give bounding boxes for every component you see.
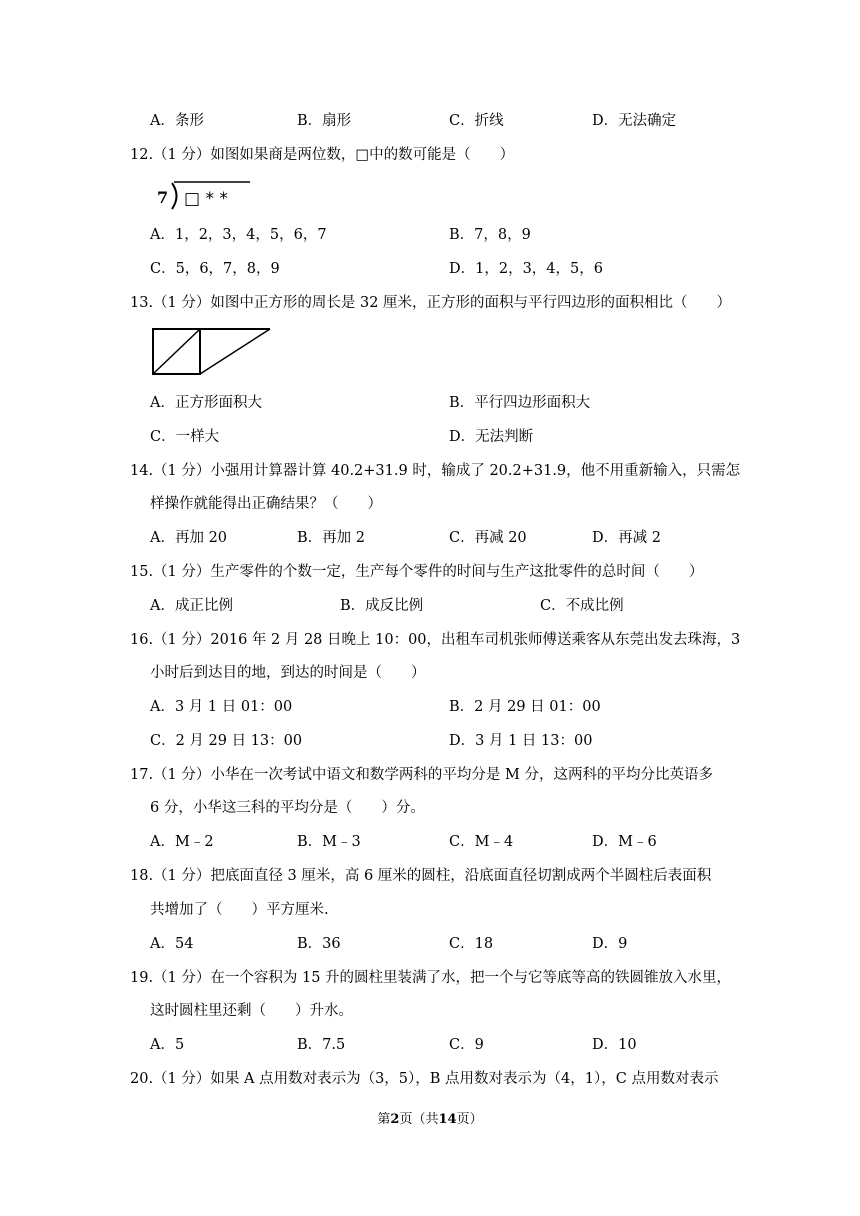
q11-option-c: C．折线: [449, 113, 504, 129]
q14-option-a: A．再加 20: [150, 530, 228, 546]
q11-option-b: B．扇形: [297, 113, 352, 129]
q15-option-c: C．不成比例: [540, 598, 624, 614]
q12-divisor: 7: [157, 188, 169, 207]
q17-option-b: B．M﹣3: [297, 834, 361, 850]
q19-option-a: A．5: [150, 1037, 185, 1053]
q17-option-d: D．M﹣6: [592, 834, 657, 850]
q13-option-a: A．正方形面积大: [150, 395, 262, 411]
q11-option-d: D．无法确定: [592, 113, 677, 129]
q11-option-a: A．条形: [150, 113, 204, 129]
q18-option-b: B．36: [297, 936, 341, 952]
q14-option-b: B．再加 2: [297, 530, 365, 546]
q19-stem-line1: 19.（1 分）在一个容积为 15 升的圆柱里装满了水，把一个与它等底等高的铁圆锥放入水里，: [130, 970, 732, 986]
q19-option-b: B．7.5: [297, 1037, 346, 1053]
page-footer: [0, 1110, 860, 1130]
q17-option-c: C．M﹣4: [449, 834, 514, 850]
q12-option-a: A．1，2，3，4，5，6，7: [150, 227, 327, 243]
q20-stem: 20.（1 分）如果 A 点用数对表示为（3，5），B 点用数对表示为（4，1），C 点用数对表示: [130, 1071, 719, 1087]
q19-option-c: C．9: [449, 1037, 484, 1053]
footer-suffix: 页）: [456, 1112, 483, 1127]
q12-dividend: □ * *: [184, 189, 228, 209]
q16-stem-line2: 小时后到达目的地，到达的时间是（ ）: [150, 665, 426, 681]
footer-prefix: 第: [377, 1112, 391, 1127]
q14-stem-line1: 14.（1 分）小强用计算器计算 40.2+31.9 时，输成了 20.2+31.9，他不用重新输入，只需怎: [130, 463, 741, 479]
q18-option-d: D．9: [592, 936, 628, 952]
q15-stem: 15.（1 分）生产零件的个数一定，生产每个零件的时间与生产这批零件的总时间（ ）: [130, 564, 704, 580]
q14-option-d: D．再减 2: [592, 530, 661, 546]
q15-option-a: A．成正比例: [150, 598, 233, 614]
footer-total-pages: 14: [438, 1112, 457, 1127]
q16-option-b: B．2 月 29 日 01：00: [449, 699, 601, 715]
q19-option-d: D．10: [592, 1037, 637, 1053]
q16-option-a: A．3 月 1 日 01：00: [150, 699, 293, 715]
q17-stem-line1: 17.（1 分）小华在一次考试中语文和数学两科的平均分是 M 分，这两科的平均分比英语多: [130, 767, 713, 783]
q18-stem-line2: 共增加了（ ）平方厘米.: [150, 902, 329, 918]
q17-option-a: A．M﹣2: [150, 834, 214, 850]
q16-stem-line1: 16.（1 分）2016 年 2 月 28 日晚上 10：00，出租车司机张师傅送乘客从东莞出发去珠海，3: [130, 632, 741, 648]
q16-option-d: D．3 月 1 日 13：00: [449, 733, 593, 749]
q18-option-a: A．54: [150, 936, 194, 952]
q13-square-parallelogram-figure: [150, 326, 275, 378]
q13-option-b: B．平行四边形面积大: [449, 395, 591, 411]
q15-option-b: B．成反比例: [340, 598, 424, 614]
q12-division-figure: [150, 176, 260, 212]
q16-option-c: C．2 月 29 日 13：00: [150, 733, 303, 749]
footer-page-number: 2: [390, 1112, 400, 1127]
q13-stem: 13.（1 分）如图中正方形的周长是 32 厘米，正方形的面积与平行四边形的面积相比（ ）: [130, 295, 732, 311]
q18-stem-line1: 18.（1 分）把底面直径 3 厘米，高 6 厘米的圆柱，沿底面直径切割成两个半圆柱后表面积: [130, 868, 712, 884]
q14-option-c: C．再减 20: [449, 530, 527, 546]
q19-stem-line2: 这时圆柱里还剩（ ）升水。: [150, 1003, 353, 1019]
q17-stem-line2: 6 分，小华这三科的平均分是（ ）分。: [150, 800, 425, 816]
q14-stem-line2: 样操作就能得出正确结果？（ ）: [150, 496, 382, 512]
q13-option-c: C．一样大: [150, 429, 220, 445]
q12-option-b: B．7，8，9: [449, 227, 531, 243]
footer-mid: 页（共: [399, 1112, 439, 1127]
q13-option-d: D．无法判断: [449, 429, 534, 445]
q12-option-c: C．5，6，7，8，9: [150, 261, 280, 277]
q18-option-c: C．18: [449, 936, 494, 952]
q12-option-d: D．1，2，3，4，5，6: [449, 261, 603, 277]
q12-stem: 12.（1 分）如图如果商是两位数，□中的数可能是（ ）: [130, 147, 515, 163]
